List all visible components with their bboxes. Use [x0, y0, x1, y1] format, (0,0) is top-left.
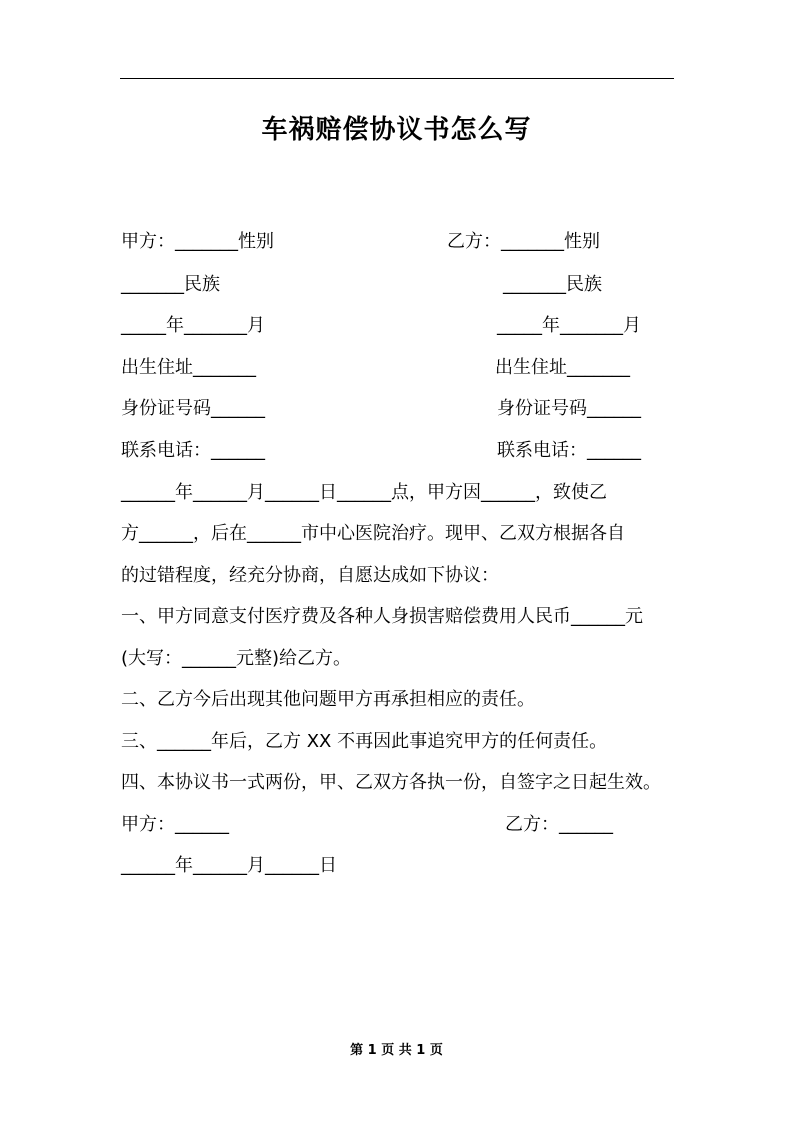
- party-a-ethnicity: _______民族: [121, 274, 220, 295]
- body-line-2: 方______，后在______市中心医院治疗。现甲、乙双方根据各自: [121, 523, 625, 544]
- signature-date: ______年______月______日: [121, 855, 337, 876]
- party-b-id-number: 身份证号码______: [497, 398, 641, 419]
- party-b-name-gender: 乙方：_______性别: [447, 231, 600, 252]
- clause-3: 三、______年后，乙方 XX 不再因此事追究甲方的任何责任。: [121, 731, 608, 752]
- header-rule: [120, 78, 674, 79]
- body-line-1: ______年______月______日______点，甲方因______，致使乙: [121, 482, 607, 503]
- party-a-address: 出生住址_______: [121, 357, 256, 378]
- clause-1-line-2: (大写：______元整)给乙方。: [121, 648, 352, 669]
- party-b-birthdate: _____年_______月: [497, 315, 641, 336]
- party-a-birthdate: _____年_______月: [121, 315, 265, 336]
- page-number: 第 1 页 共 1 页: [350, 1043, 443, 1058]
- party-b-ethnicity: _______民族: [503, 274, 602, 295]
- party-a-id-number: 身份证号码______: [121, 398, 265, 419]
- document-title: 车祸赔偿协议书怎么写: [261, 115, 532, 145]
- body-line-3: 的过错程度，经充分协商，自愿达成如下协议：: [121, 565, 499, 586]
- clause-1-line-1: 一、甲方同意支付医疗费及各种人身损害赔偿费用人民币______元: [121, 606, 643, 627]
- clause-2: 二、乙方今后出现其他问题甲方再承担相应的责任。: [121, 689, 535, 710]
- party-b-address: 出生住址_______: [495, 357, 630, 378]
- signature-party-a: 甲方：______: [121, 814, 229, 835]
- party-a-phone: 联系电话：______: [121, 440, 265, 461]
- party-b-phone: 联系电话：______: [497, 440, 641, 461]
- party-a-name-gender: 甲方：_______性别: [121, 231, 274, 252]
- signature-party-b: 乙方：______: [505, 814, 613, 835]
- clause-4: 四、本协议书一式两份，甲、乙双方各执一份，自签字之日起生效。: [121, 772, 661, 793]
